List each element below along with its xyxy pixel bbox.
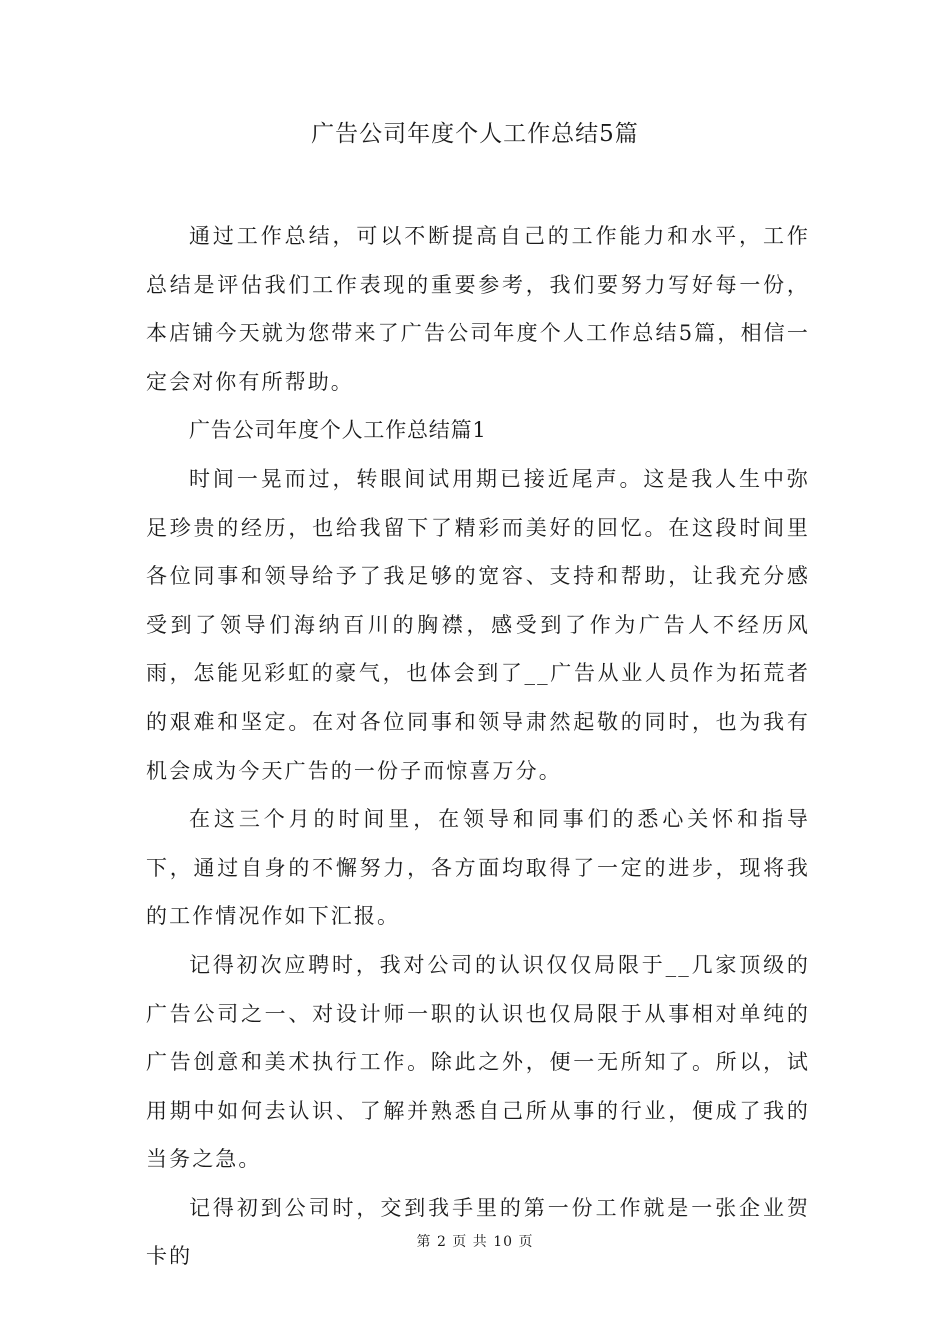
body-paragraph: 时间一晃而过，转眼间试用期已接近尾声。这是我人生中弥足珍贵的经历，也给我留下了精彩而美好的回忆。在这段时间里各位同事和领导给予了我足够的宽容、支持和帮助，让我充分感受到了领导们海纳百川的胸襟，感受到了作为广告人不经历风雨，怎能见彩虹的豪气，也体会到了__广告从业人员作为拓荒者的艰难和坚定。在对各位同事和领导肃然起敬的同时，也为我有机会成为今天广告的一份子而惊喜万分。 [146, 466, 810, 783]
intro-paragraph: 通过工作总结，可以不断提高自己的工作能力和水平，工作总结是评估我们工作表现的重要参考，我们要努力写好每一份，本店铺今天就为您带来了广告公司年度个人工作总结5篇，相信一定会对你有所帮助。 [146, 224, 810, 394]
document-body [146, 212, 810, 1281]
body-paragraph: 记得初次应聘时，我对公司的认识仅仅局限于__几家顶级的广告公司之一、对设计师一职的认识也仅局限于从事相对单纯的广告创意和美术执行工作。除此之外，便一无所知了。所以，试用期中如何去认识、了解并熟悉自己所从事的行业，便成了我的当务之急。 [146, 952, 810, 1172]
page-number-footer: 第 2 页 共 10 页 [416, 1234, 534, 1250]
document-title: 广告公司年度个人工作总结5篇 [311, 121, 639, 147]
body-paragraph: 在这三个月的时间里，在领导和同事们的悉心关怀和指导下，通过自身的不懈努力，各方面均取得了一定的进步，现将我的工作情况作如下汇报。 [146, 807, 810, 929]
section-heading: 广告公司年度个人工作总结篇1 [189, 418, 487, 443]
body-paragraph: 记得初到公司时，交到我手里的第一份工作就是一张企业贺卡的 [146, 1195, 810, 1269]
